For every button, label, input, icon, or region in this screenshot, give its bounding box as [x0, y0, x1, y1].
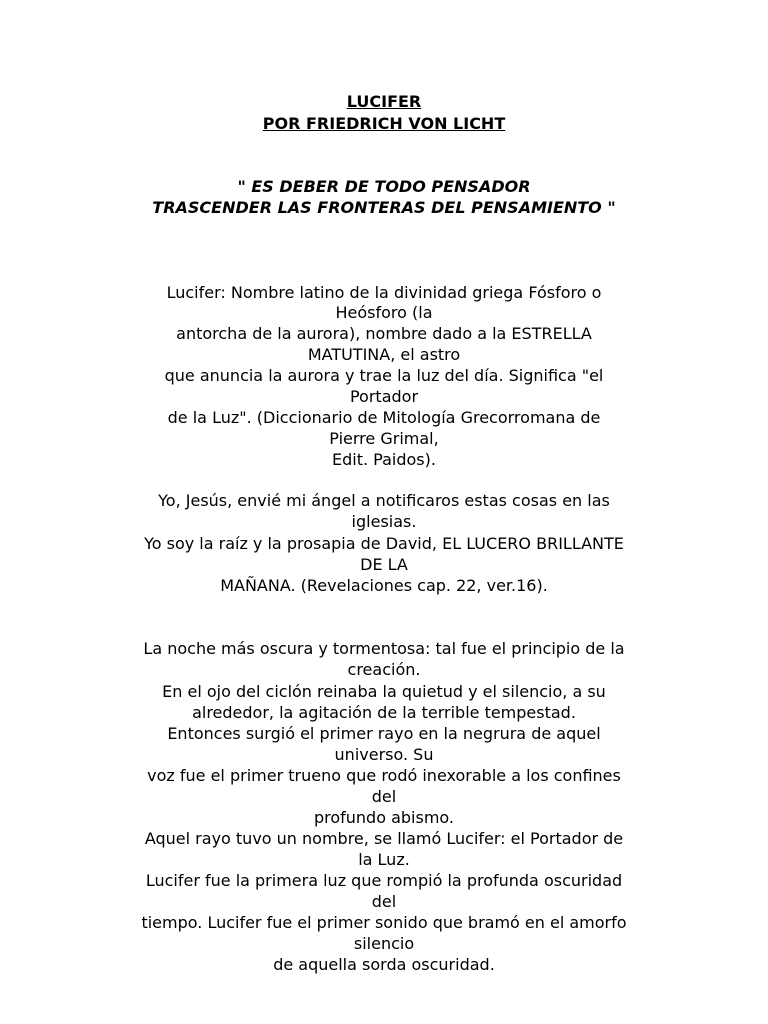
narrative-line: En el ojo del ciclón reinaba la quietud y el silencio, a su	[162, 682, 606, 701]
narrative-line: la Luz.	[358, 850, 410, 869]
definition-line: Heósforo (la	[335, 303, 433, 322]
definition-line: Pierre Grimal,	[329, 429, 439, 448]
definition-line: de la Luz". (Diccionario de Mitología Grecorromana de	[167, 408, 601, 427]
document-title: LUCIFER	[346, 92, 422, 111]
narrative-line: silencio	[353, 934, 415, 953]
definition-line: Edit. Paidos).	[332, 450, 436, 469]
narrative-line: profundo abismo.	[313, 808, 455, 827]
revelation-line: Yo, Jesús, envié mi ángel a notificaros estas cosas en las	[158, 491, 610, 510]
epigraph-close-quote: "	[607, 198, 616, 217]
definition-line: antorcha de la aurora), nombre dado a la ESTRELLA	[176, 324, 592, 343]
definition-line: que anuncia la aurora y trae la luz del día. Significa "el	[164, 366, 604, 385]
epigraph-line-1	[0, 176, 768, 197]
narrative-line: Lucifer fue la primera luz que rompió la profunda oscuridad	[145, 871, 623, 890]
revelation-line: Yo soy la raíz y la prosapia de David, EL LUCERO BRILLANTE	[144, 534, 624, 553]
epigraph-text-2: TRASCENDER LAS FRONTERAS DEL PENSAMIENTO	[152, 198, 602, 217]
narrative-line: del	[371, 787, 397, 806]
epigraph-line-2	[0, 197, 768, 218]
narrative-line: de aquella sorda oscuridad.	[273, 955, 495, 974]
narrative-line: voz fue el primer trueno que rodó inexorable a los confines	[147, 766, 621, 785]
narrative-line: Entonces surgió el primer rayo en la negrura de aquel	[167, 724, 601, 743]
narrative-line: alrededor, la agitación de la terrible tempestad.	[192, 703, 576, 722]
definition-line: Lucifer: Nombre latino de la divinidad griega Fósforo o	[166, 283, 602, 302]
epigraph-open-quote: "	[237, 177, 246, 196]
document-author: POR FRIEDRICH VON LICHT	[262, 114, 506, 133]
narrative-line: del	[371, 892, 397, 911]
revelation-line: iglesias.	[351, 512, 417, 531]
epigraph-text-1: ES DEBER DE TODO PENSADOR	[251, 177, 531, 196]
narrative-line: La noche más oscura y tormentosa: tal fue el principio de la	[143, 639, 625, 658]
narrative-line: Aquel rayo tuvo un nombre, se llamó Lucifer: el Portador de	[144, 829, 624, 848]
revelation-line: DE LA	[360, 555, 408, 574]
narrative-line: universo. Su	[334, 745, 434, 764]
definition-line: MATUTINA, el astro	[307, 345, 461, 364]
narrative-line: creación.	[347, 660, 421, 679]
definition-line: Portador	[349, 387, 419, 406]
revelation-line: MAÑANA. (Revelaciones cap. 22, ver.16).	[220, 576, 548, 595]
narrative-line: tiempo. Lucifer fue el primer sonido que bramó en el amorfo	[141, 913, 627, 932]
